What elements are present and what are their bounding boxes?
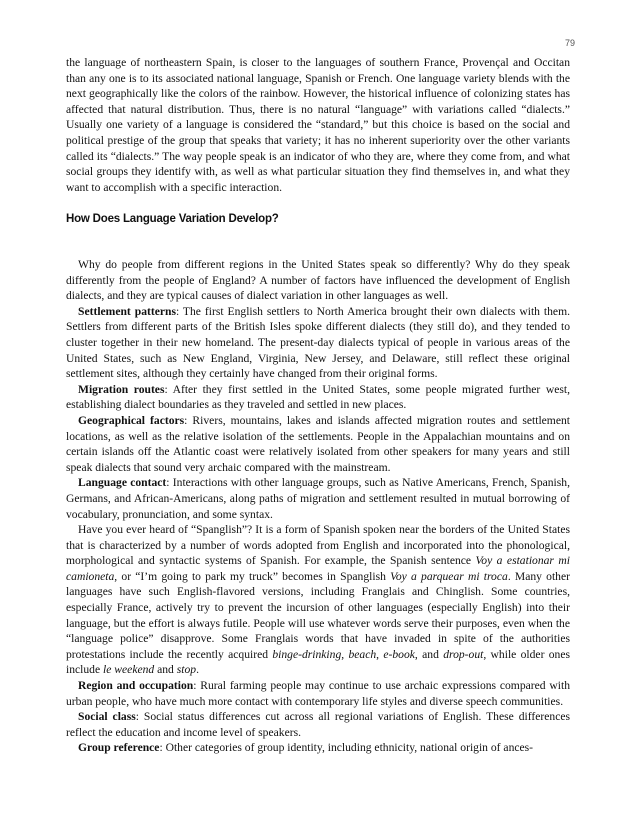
intro-text-block bbox=[66, 55, 570, 195]
spanglish-text: , and bbox=[414, 647, 444, 661]
section-heading: How Does Language Variation Develop? bbox=[66, 213, 279, 225]
factor-text: : After they first settled in the United States, some people migrated further west, establishing dialect boundaries as they traveled and settled in new places. bbox=[66, 382, 570, 412]
example-phrase: Voy a parquear mi troca bbox=[390, 569, 508, 583]
main-text-block bbox=[66, 257, 570, 756]
spanglish-text: , while older ones include bbox=[66, 647, 571, 677]
intro-paragraph: the language of northeastern Spain, is closer to the languages of southern France, Provençal and Occitan than any one is to its associated national language, Spanish or French. One language variety blends with the next geographically like the colors of the rainbow. However, the historical influence of colonizing states has affected that natural distribution. Thus, there is no natural “language” with variations called “dialects.” Usually one variety of a language is considered the “standard,” but this choice is based on the social and political prestige of the group that speaks that variety; it has no inherent superiority over the other variants called its “dialects.” The way people speak is an indicator of who they are, where they come from, and what social groups they identify with, as well as what particular situation they find themselves in, and what they want to accomplish with a specific interaction. bbox=[66, 56, 570, 194]
factor-paragraph-geography bbox=[66, 413, 570, 475]
spanglish-text: Have you ever heard of “Spanglish”? It is a form of Spanish spoken near the borders of the United States that is characterized by a number of words adopted from English and incorporated into the phonological, morphological and syntactic systems of Spanish. For example, the Spanish sentence bbox=[66, 523, 570, 568]
factor-term: Region and occupation bbox=[78, 679, 194, 693]
spanglish-text: . Many other languages have such English-flavored versions, including Franglais and Chinglish. Some countries, especially France, actively try to prevent the incursion of other languages (especially English) into their language, but the effort is always futile. People will use whatever words serve their purposes, even when the “language police” disapprove. Some Franglais words that have invaded in spite of the authorities protestations include the recently acquired bbox=[66, 569, 570, 661]
example-phrase: Voy a estationar mi camioneta bbox=[66, 554, 570, 583]
spanglish-text: , bbox=[376, 647, 384, 661]
spanglish-text: , or “I’m going to park my truck” becomes in Spanglish bbox=[114, 569, 391, 583]
factor-term: Group reference bbox=[78, 741, 160, 755]
spanglish-paragraph bbox=[66, 522, 570, 678]
factor-term: Language contact bbox=[78, 476, 167, 490]
factor-paragraph-migration bbox=[66, 382, 570, 413]
factor-paragraph-group bbox=[66, 740, 570, 756]
factor-paragraph-contact bbox=[66, 475, 570, 522]
factor-text: : Social status differences cut across all regional variations of English. These differences reflect the education and income level of speakers. bbox=[66, 710, 570, 739]
spanglish-text: , bbox=[341, 647, 349, 661]
factor-term: Geographical factors bbox=[78, 413, 185, 427]
example-phrase: le weekend bbox=[103, 663, 155, 677]
factor-text: : Interactions with other language groups, such as Native Americans, French, Spanish, Germans, and African-Americans, along paths of migration and settlement resulted in mutual borrowing of vocabulary, pronunciation, and some syntax. bbox=[66, 476, 570, 521]
spanglish-text: . bbox=[196, 663, 199, 677]
factor-text: : Other categories of group identity, including ethnicity, national origin of ances- bbox=[159, 741, 534, 755]
factor-text: : Rivers, mountains, lakes and islands affected migration routes and settlement locations, as well as the relative isolation of the settlements. People in the Appalachian mountains and on certain islands off the Atlantic coast were relatively isolated from other speakers for many years and still speak dialects that sound very archaic compared with the mainstream. bbox=[66, 413, 570, 474]
example-phrase: beach bbox=[348, 647, 377, 661]
factor-text: : The first English settlers to North America brought their own dialects with them. Settlers from different parts of the British Isles spoke different dialects (they still do), and they tended to cluster together in their new homeland. The present-day dialects typical of people in various areas of the United States, such as New England, Virginia, New Jersey, and Delaware, still reflect these original settlement sites, although they certainly have changed from their original forms. bbox=[66, 304, 570, 381]
spanglish-text: and bbox=[154, 663, 177, 677]
factor-term: Settlement patterns bbox=[78, 304, 176, 318]
opening-paragraph: Why do people from different regions in the United States speak so differently? Why do they speak differently from the people of England? A number of factors have influenced the development of English dialects, and they are typical causes of dialect variation in other languages as well. bbox=[66, 258, 570, 303]
factor-term: Social class bbox=[78, 710, 136, 724]
example-phrase: binge-drinking bbox=[272, 647, 342, 661]
example-phrase: e-book bbox=[383, 647, 415, 661]
factor-paragraph-settlement bbox=[66, 304, 570, 382]
factor-text: : Rural farming people may continue to use archaic expressions compared with urban people, who have much more contact with contemporary life styles and diverse speech communities. bbox=[66, 679, 570, 708]
example-phrase: stop bbox=[176, 663, 197, 677]
page-number: 79 bbox=[564, 38, 575, 48]
example-phrase: drop-out bbox=[443, 647, 484, 661]
factor-paragraph-region bbox=[66, 678, 570, 709]
factor-term: Migration routes bbox=[78, 382, 165, 396]
factor-paragraph-class bbox=[66, 709, 570, 740]
